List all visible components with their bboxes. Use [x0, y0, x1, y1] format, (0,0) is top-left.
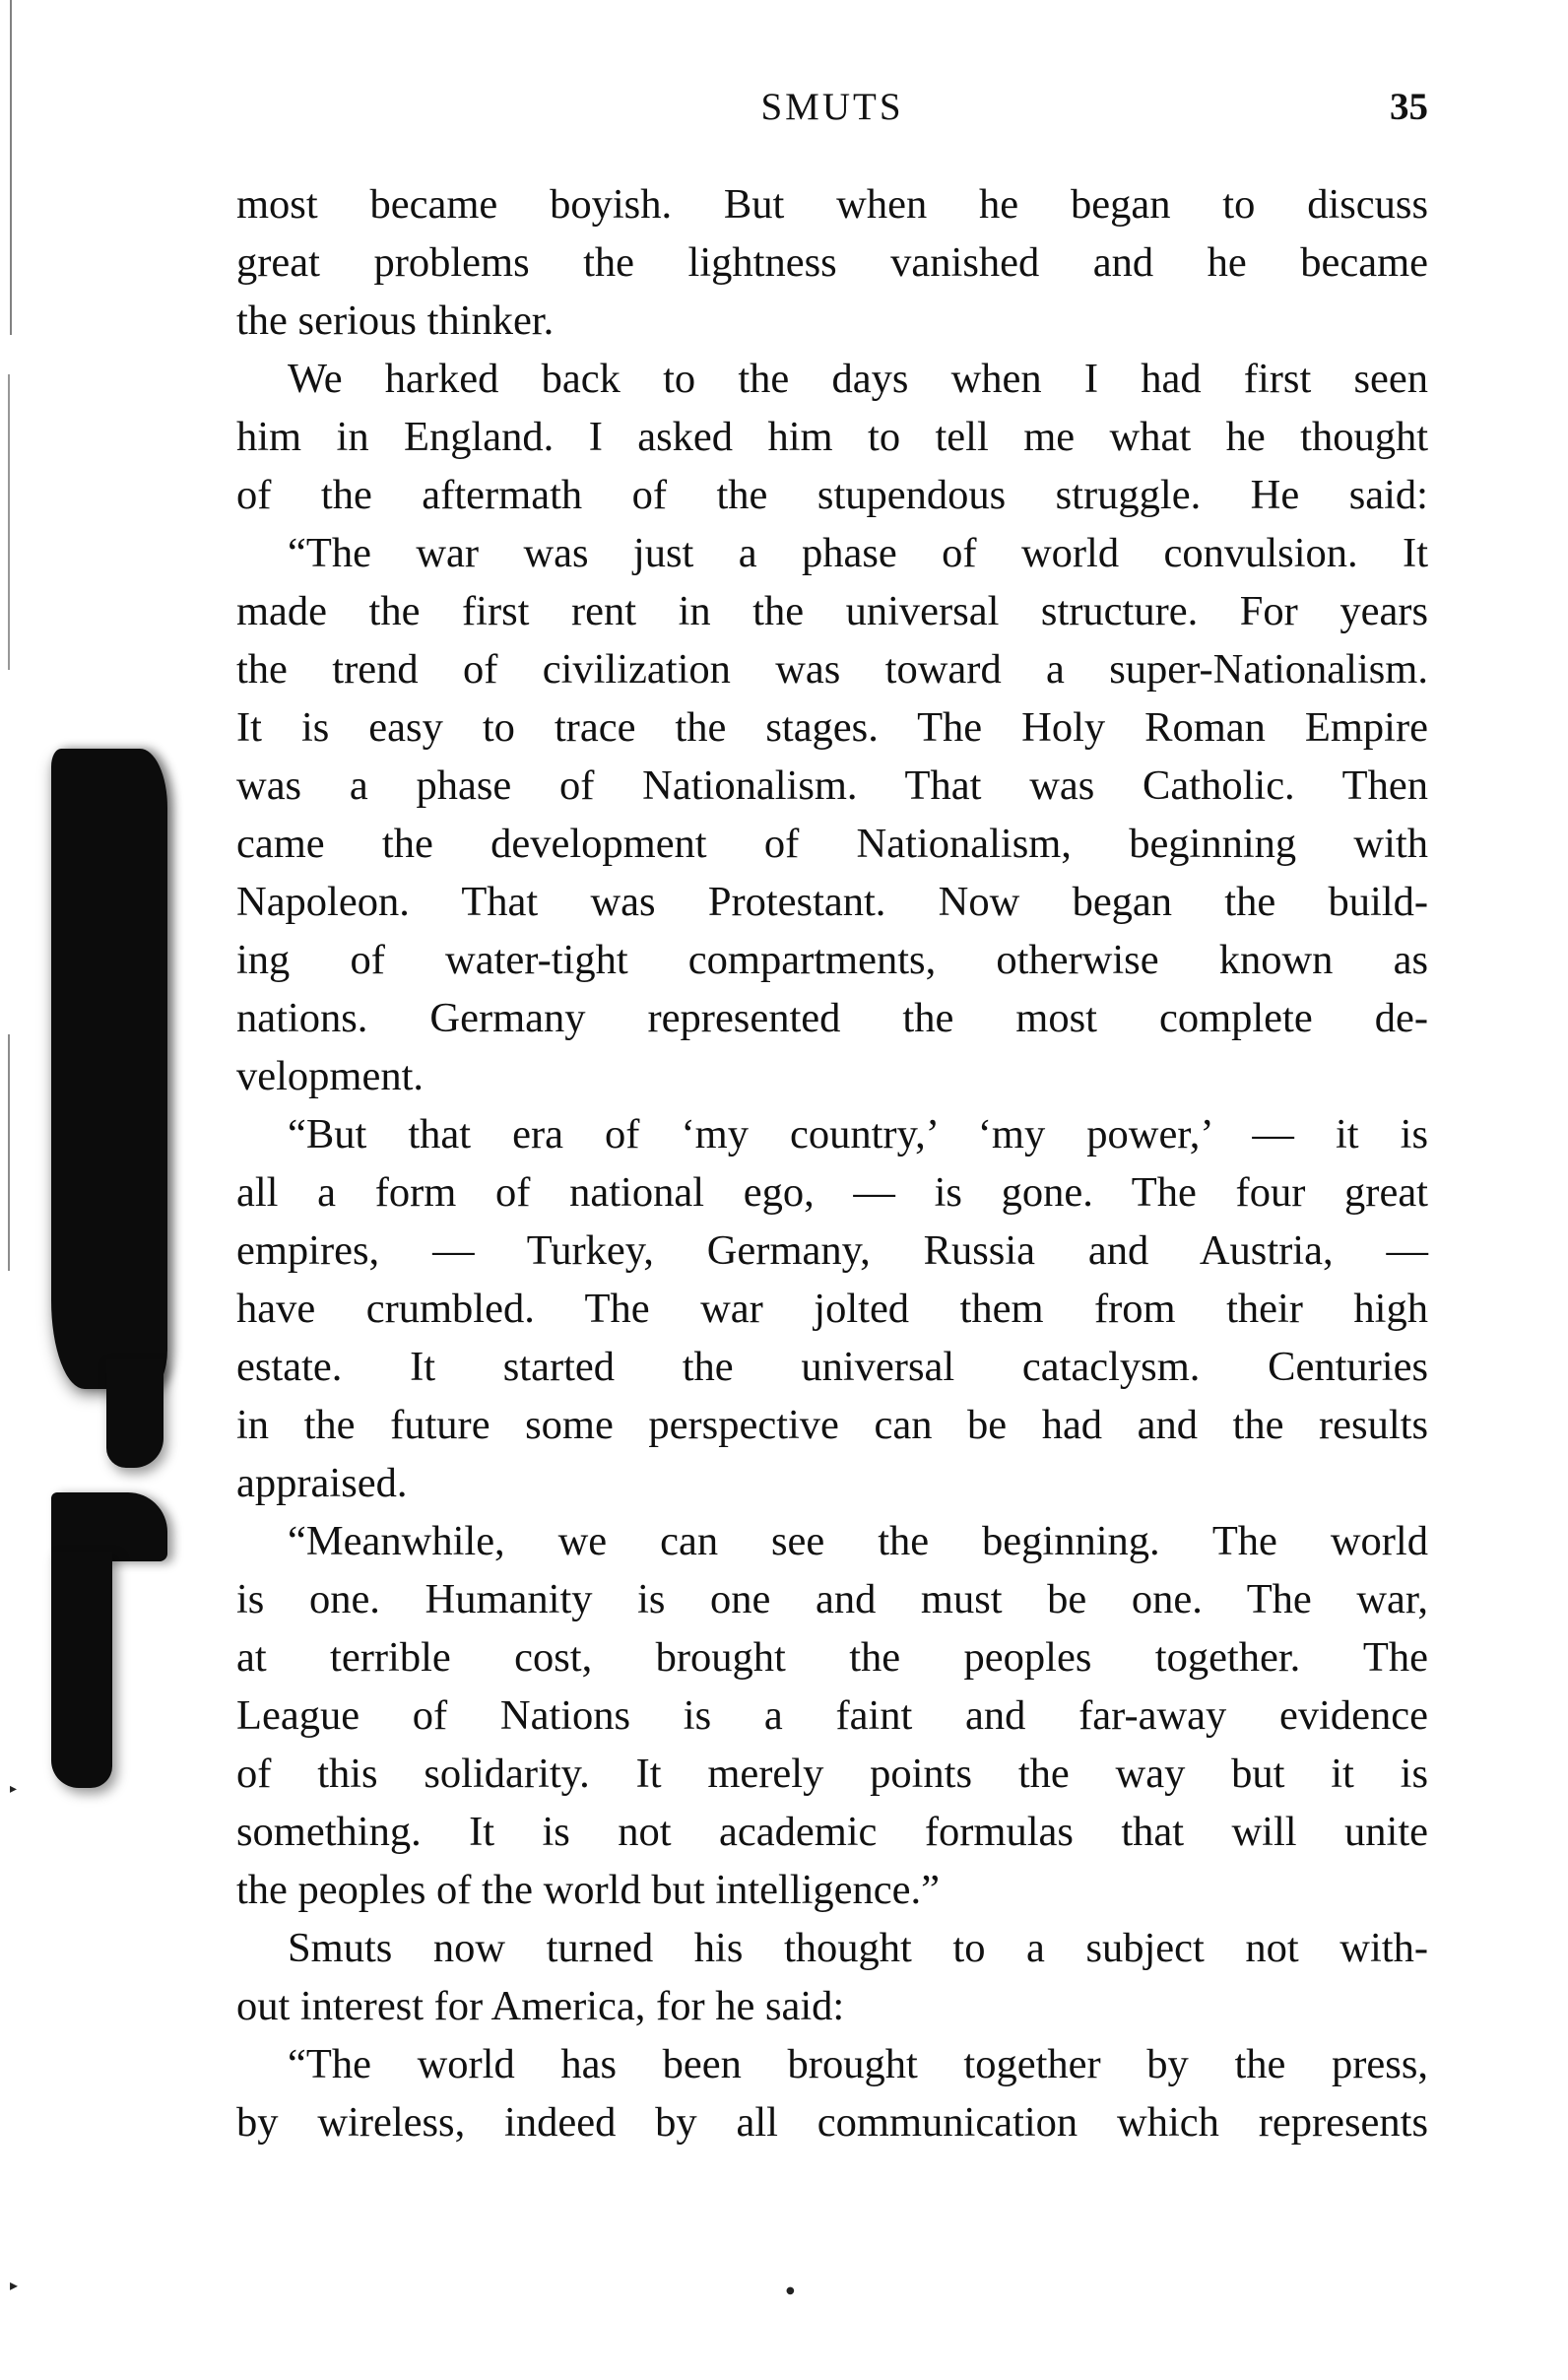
scan-shadow-blot — [106, 1359, 163, 1468]
text-line: in the future some perspective can be had and the results — [236, 1402, 1428, 1448]
text-line: “The war was just a phase of world convulsion. It — [288, 530, 1428, 576]
text-line: all a form of national ego, — is gone. The four great — [236, 1169, 1428, 1216]
text-line: estate. It started the universal cataclysm. Centuries — [236, 1344, 1428, 1390]
text-line: appraised. — [236, 1460, 408, 1506]
text-line: was a phase of Nationalism. That was Catholic. Then — [236, 762, 1428, 809]
text-line: him in England. I asked him to tell me what he thought — [236, 414, 1428, 460]
text-line: velopment. — [236, 1053, 425, 1099]
paragraph — [236, 524, 1428, 1105]
text-line: most became boyish. But when he began to discuss — [236, 181, 1428, 228]
text-line: made the first rent in the universal structure. For years — [236, 588, 1428, 634]
paragraph — [236, 1919, 1428, 2035]
text-line: of this solidarity. It merely points the way but it is — [236, 1751, 1428, 1797]
paragraph — [236, 1512, 1428, 1919]
text-line: It is easy to trace the stages. The Holy Roman Empire — [236, 704, 1428, 751]
paragraph — [236, 1105, 1428, 1512]
text-line: out interest for America, for he said: — [236, 1983, 845, 2029]
text-line: ing of water-tight compartments, otherwise known as — [236, 937, 1428, 983]
text-line: Smuts now turned his thought to a subject not with- — [288, 1925, 1428, 1971]
text-line: nations. Germany represented the most complete de- — [236, 995, 1428, 1041]
text-line: “But that era of ‘my country,’ ‘my power,’ — it is — [288, 1111, 1428, 1157]
text-line: empires, — Turkey, Germany, Russia and Austria, — — [236, 1227, 1428, 1274]
paragraph — [236, 175, 1428, 350]
text-line: We harked back to the days when I had first seen — [288, 356, 1428, 402]
text-line: something. It is not academic formulas that will unite — [236, 1809, 1428, 1855]
scan-speck: ● — [786, 2285, 795, 2296]
running-title: SMUTS — [760, 86, 904, 128]
scan-speck: ▸ — [10, 2276, 19, 2294]
text-line: “Meanwhile, we can see the beginning. The world — [288, 1518, 1428, 1564]
text-line: the peoples of the world but intelligence.” — [236, 1867, 941, 1913]
page-number: 35 — [1390, 86, 1428, 128]
scan-shadow-blot — [51, 749, 167, 1389]
text-line: Napoleon. That was Protestant. Now began the build- — [236, 879, 1428, 925]
text-line: at terrible cost, brought the peoples together. The — [236, 1634, 1428, 1681]
paragraph — [236, 2035, 1428, 2151]
scan-speck: ▸ — [10, 1781, 18, 1797]
scan-edge-line — [10, 0, 12, 335]
text-line: is one. Humanity is one and must be one. The war, — [236, 1576, 1428, 1622]
running-head — [236, 85, 1428, 144]
paragraph — [236, 350, 1428, 524]
scan-shadow-blot — [51, 1552, 112, 1788]
text-line: great problems the lightness vanished and he became — [236, 239, 1428, 286]
body-text — [236, 175, 1428, 2151]
text-line: “The world has been brought together by the press, — [288, 2041, 1428, 2087]
text-line: the trend of civilization was toward a super-Nationalism. — [236, 646, 1428, 693]
text-line: the serious thinker. — [236, 298, 555, 344]
text-line: League of Nations is a faint and far-away evidence — [236, 1692, 1428, 1739]
scan-edge-line — [8, 374, 10, 670]
text-line: have crumbled. The war jolted them from their high — [236, 1286, 1428, 1332]
text-line: came the development of Nationalism, beginning with — [236, 821, 1428, 867]
text-line: by wireless, indeed by all communication which represents — [236, 2099, 1428, 2146]
text-line: of the aftermath of the stupendous struggle. He said: — [236, 472, 1428, 518]
scan-edge-line — [8, 1034, 10, 1271]
